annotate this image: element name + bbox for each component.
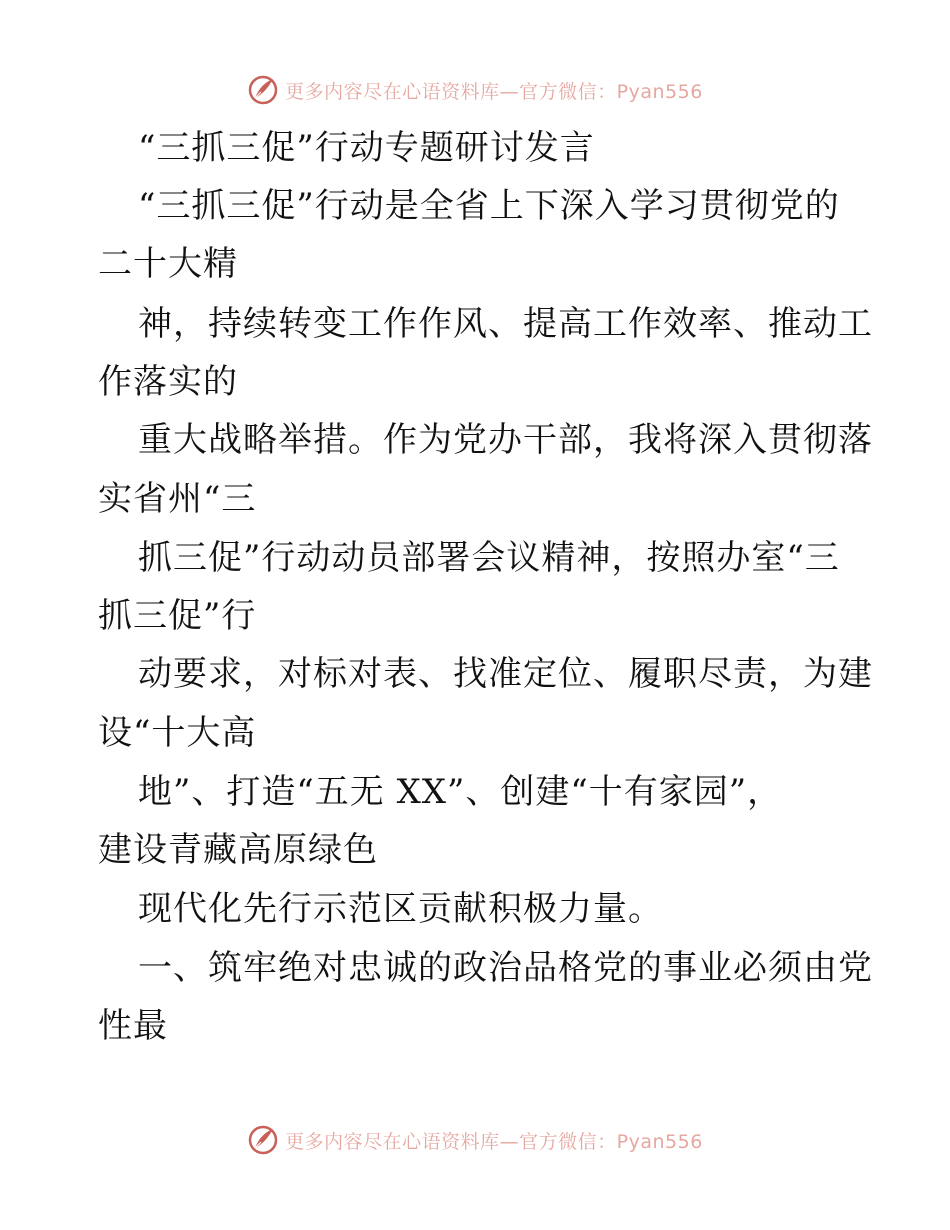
watermark-text: 更多内容尽在心语资料库—官方微信：Pyan556: [285, 1130, 703, 1153]
text-line: 重大战略举措。作为党办干部，我将深入贯彻落: [138, 420, 873, 460]
text-line: 抓三促”行动动员部署会议精神，按照办室“三: [138, 538, 840, 578]
watermark-text: 更多内容尽在心语资料库—官方微信：Pyan556: [285, 80, 703, 103]
text-line: 神，持续转变工作作风、提高工作效率、推动工: [138, 304, 873, 344]
quill-logo-icon: [247, 1124, 279, 1156]
footer-watermark: [0, 1120, 950, 1160]
text-line: 二十大精: [98, 244, 238, 284]
text-line: 实省州“三: [98, 479, 257, 519]
text-line: 设“十大高: [98, 713, 257, 753]
section-heading-line: 一、筑牢绝对忠诚的政治品格党的事业必须由党: [138, 948, 873, 988]
text-line: 作落实的: [98, 362, 238, 402]
text-line: 建设青藏高原绿色: [98, 830, 378, 870]
document-title: “三抓三促”行动专题研讨发言: [138, 128, 595, 168]
text-line: 抓三促”行: [98, 596, 257, 636]
header-watermark: [0, 70, 950, 110]
text-line: 性最: [98, 1006, 168, 1046]
text-line: 现代化先行示范区贡献积极力量。: [138, 889, 663, 929]
quill-logo-icon: [247, 74, 279, 106]
text-line: 动要求，对标对表、找准定位、履职尽责，为建: [138, 654, 873, 694]
text-line: “三抓三促”行动是全省上下深入学习贯彻党的: [138, 186, 840, 226]
text-line: 地”、打造“五无 XX”、创建“十有家园”，: [138, 772, 783, 812]
